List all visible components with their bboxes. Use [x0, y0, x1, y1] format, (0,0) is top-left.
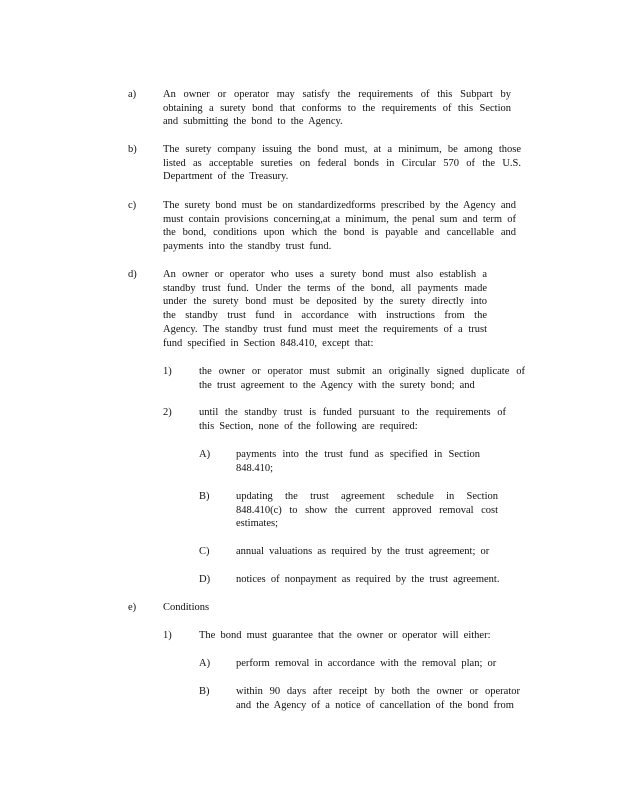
- paragraph-e-1: The bond must guarantee that the owner or operator will either:: [199, 630, 491, 641]
- paragraph-d-2-a: payments into the trust fund as specified in Section 848.410;: [236, 449, 480, 474]
- paragraph-d-2-d: notices of nonpayment as required by the trust agreement.: [236, 574, 500, 585]
- item-label-e-1-b: B): [199, 686, 210, 697]
- item-label-d-1: 1): [163, 366, 172, 377]
- item-label-d-2-a: A): [199, 449, 211, 460]
- item-label-e-1: 1): [163, 630, 172, 641]
- item-label-b: b): [128, 144, 137, 155]
- item-label-d-2-c: C): [199, 546, 210, 557]
- item-label-a: a): [128, 89, 137, 100]
- paragraph-d-2: until the standby trust is funded pursuant to the requirements of this Section, none of the following are required:: [199, 407, 506, 432]
- heading-conditions: Conditions: [163, 602, 210, 613]
- item-label-c: c): [128, 200, 137, 211]
- paragraph-c: The surety bond must be on standardizedforms prescribed by the Agency and must contain provisions concerning,at a minimum, the penal sum and term of the bond, conditions upon which the bond is payable and cancellable and payments into the standby trust fund.: [163, 200, 516, 253]
- paragraph-d-2-b: updating the trust agreement schedule in Section 848.410(c) to show the current approved removal cost estimates;: [236, 491, 498, 530]
- item-label-e: e): [128, 602, 137, 613]
- paragraph-e-1-a: perform removal in accordance with the removal plan; or: [236, 658, 497, 669]
- paragraph-d-1: the owner or operator must submit an originally signed duplicate of the trust agreement to the Agency with the surety bond; and: [199, 366, 525, 391]
- paragraph-d: An owner or operator who uses a surety bond must also establish a standby trust fund. Under the terms of the bond, all payments made under the surety bond must be deposited by the surety directly into the standby trust fund in accordance with instructions from the Agency. The standby trust fund must meet the requirements of a trust fund specified in Section 848.410, except that:: [163, 269, 487, 349]
- paragraph-b: The surety company issuing the bond must, at a minimum, be among those listed as acceptable sureties on federal bonds in Circular 570 of the U.S. Department of the Treasury.: [163, 144, 521, 183]
- paragraph-d-2-c: annual valuations as required by the trust agreement; or: [236, 546, 490, 557]
- item-label-d-2: 2): [163, 407, 172, 418]
- item-label-e-1-a: A): [199, 658, 211, 669]
- item-label-d-2-d: D): [199, 574, 211, 585]
- item-label-d: d): [128, 269, 137, 280]
- paragraph-a: An owner or operator may satisfy the requirements of this Subpart by obtaining a surety bond that conforms to the requirements of this Section and submitting the bond to the Agency.: [163, 89, 511, 128]
- item-label-d-2-b: B): [199, 491, 210, 502]
- paragraph-e-1-b: within 90 days after receipt by both the owner or operator and the Agency of a notice of cancellation of the bond from: [236, 686, 520, 711]
